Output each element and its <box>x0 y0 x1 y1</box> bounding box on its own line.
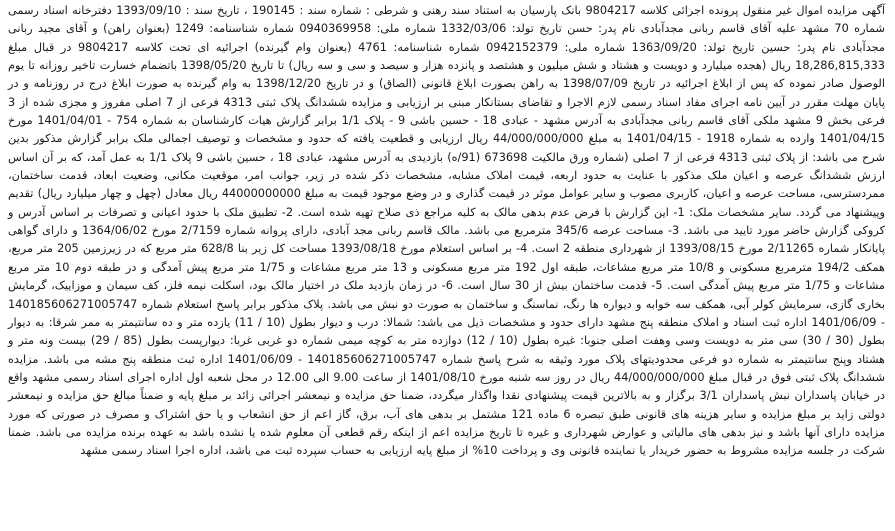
notice-body: آگهی مزایده اموال غیر منقول پرونده اجرائی کلاسه 9804217 بانک پارسیان به استناد سند رهنی و شرطی : شماره سند : 190145 ، تاریخ سند : 1393/09/10 دفترخانه اسناد رسمی شماره 70 مشهد علیه آقای قاسم ربانی مجدآبادی نام پدر: حسن تاریخ تولد: 1332/03/06 شماره ملی: 0940369958 شماره شناسنامه: 1249 (بعنوان راهن) و آقای مجید ربانی مجدآبادی نام پدر: حسین تاریخ تولد: 1363/09/20 شماره ملی: 0942152379 شماره شناسنامه: 4761 (بعنوان وام گیرنده) اجرائیه ای تحت کلاسه 9804217 در قبال مبلغ 18,286,815,333 ریال (هجده میلیارد و دویست و هشتاد و شش میلیون و هشتصد و پانزده هزار و سیصد و سی و سه ریال) تا تاریخ 1398/05/20 باتضمام خسارت تاخیر روزانه تا یوم الوصول صادر نموده که پس از ابلاغ اجرائیه در تاریخ 1398/07/09 به راهن بصورت ابلاغ قانونی (الصاق) و در تاریخ 1398/12/20 به وام گیرنده به صورت ابلاغ درج در روزنامه و در پایان مهلت مقرر در آیین نامه اجرای مفاد اسناد رسمی لازم الاجرا و تقاضای بستانکار مبنی بر ارزیابی و مزایده ششدانگ پلاک ثبتی 4313 فرعی از 7 اصلی مفروز و مجزی شده از 3 فرعی بخش 9 مشهد ملکی آقای قاسم ربانی مجدآبادی به آدرس مشهد - عبادی 18 - حسین باشی 9 - پلاک 1/1 برابر گزارش هیات کارشناسان به شماره 754 - 1401/04/01 مورخ 1401/04/15 وارده به شماره 1918 - 1401/04/15 به مبلغ 44/000/000/000 ریال ارزیابی و قطعیت یافته که حدود و مشخصات و توصیف اجمالی ملک برابر گزارش مذکور بدین شرح می باشد: از پلاک ثبتی 4313 فرعی از 7 اصلی (شماره ورق مالکیت 673698 (91/ه) بازدیدی به آدرس مشهد، عبادی 18 ، حسین باشی 9 پلاک 1/1 به عمل آمد، که بر آن اساس ارزش ششدانگ عرصه و اعیان ملک مذکور با عنایت به حدود اربعه، قیمت املاک مشابه، مشخصات ذکر شده در زیر، جوانب امر، موقعیت مکانی، وضعیت ابعاد، قدمت ساختمان، ممردسترسی، مساحت عرصه و اعیان، کاربری مصوب و سایر عوامل موثر در قیمت گذاری و در وضع موجود قیمت به مبلغ 44000000000 ریال معادل (چهل و چهار میلیارد ریال) تقدیم وپیشنهاد می گردد. سایر مشخصات ملک: 1- این گزارش با فرض عدم بدهی مالک به کلیه مراجع ذی صلاح تهیه شده است. 2- تطبیق ملک با حدود اعیانی و تصرفات بر اساس آدرس و کروکی گزارش حاضر مورد تایید می باشد. 3- مساحت عرصه 345/6 مترمربع می باشد. مالک قاسم ربانی مجد آبادی، دارای پروانه شماره 2/7159 مورخ 1364/06/02 و دارای گواهی پایانکار شماره 2/11265 مورخ 1393/08/15 از شهرداری منطقه 2 است. 4- بر اساس استعلام مورخ 1393/08/18 مساحت کل زیر بنا 628/8 متر مربع که در زیرزمین 205 متر مربع، همکف 194/2 مترمربع مسکونی و 10/8 متر مربع مشاعات، طبقه اول 192 متر مربع مسکونی و 13 متر مربع مشاعات و 1/75 متر مربع پیش آمدگی و در طبقه دوم 10 متر مربع مشاعات و 1/75 متر مربع پیش آمدگی است. 5- قدمت ساختمان بیش از 30 سال است. 6- در زمان بازدید ملک در اختیار مالک بود، اسکلت نیمه فلز، کف سیمان و موزاییک، گرمایش بخاری گازی، سرمایش کولر آبی، همکف سه خوابه و دیواره ها رنگ، نماسنگ و ساختمان به صورت دو نبش می باشد. پلاک مذکور برابر پاسخ استعلام شماره 140185606271005747 - 1401/06/09 اداره ثبت اسناد و املاک منطقه پنج مشهد دارای حدود و مشخصات ذیل می باشد: شمالا: درب و دیوار بطول (10 / 11) یازده متر و ده سانتیمتر به ممر شرقا: به دیوار بطول (30 / 30) سی متر به دویست وسی وهفت اصلی جنوبا: غیره بطول (10 / 12) دوازده متر به کوچه میمی شماره دو غربی غربا: دیوارپست بطول (85 / 29) بیست ونه متر و هشتاد وپنج سانتیمتر به شماره دو فرعی محدودیتهای پلاک مورد وثیقه به شرح پاسخ شماره 140185606271005747 - 1401/06/09 اداره ثبت منطقه پنج مشه می باشد. مزایده ششدانگ پلاک ثبتی فوق در قبال مبلغ 44/000/000/000 ریال در روز سه شنبه مورخ 1401/08/10 از ساعت 9.00 الی 12.00 در محل شعبه اول اداره اجرای اسناد رسمی مشهد واقع در خیابان پاسداران نبش پاسداران 3/1 برگزار و به بالاترین قیمت پیشنهادی نقدا واگذار میگردد، ضمنا حق مزایده و نیمعشر اجرائی زائد بر مبلغ پایه و ضمناً مبالغ حق مزایده و نیمعشر دولتی زاید بر مبلغ مزایده و سایر هزینه های قانونی طبق تبصره 6 ماده 121 مشتمل بر بدهی های آب، برق، گاز اعم از حق انشعاب و یا حق اشتراک و مصرف در صورتی که مورد مزایده دارای آنها باشد و نیز بدهی های مالیاتی و عوارض شهرداری و غیره تا تاریخ مزایده اعم از اینکه رقم قطعی آن معلوم شده یا نشده باشد به عهده برنده مزایده می باشد. ضمنا شرکت در جلسه مزایده مشروط به حضور خریدار یا نماینده قانونی وی و پرداخت 10% از مبلغ پایه ارزیابی به حساب سپرده ثبت می باشد، اداره اجرا اسناد رسمی مشهد <box>8 4 886 458</box>
